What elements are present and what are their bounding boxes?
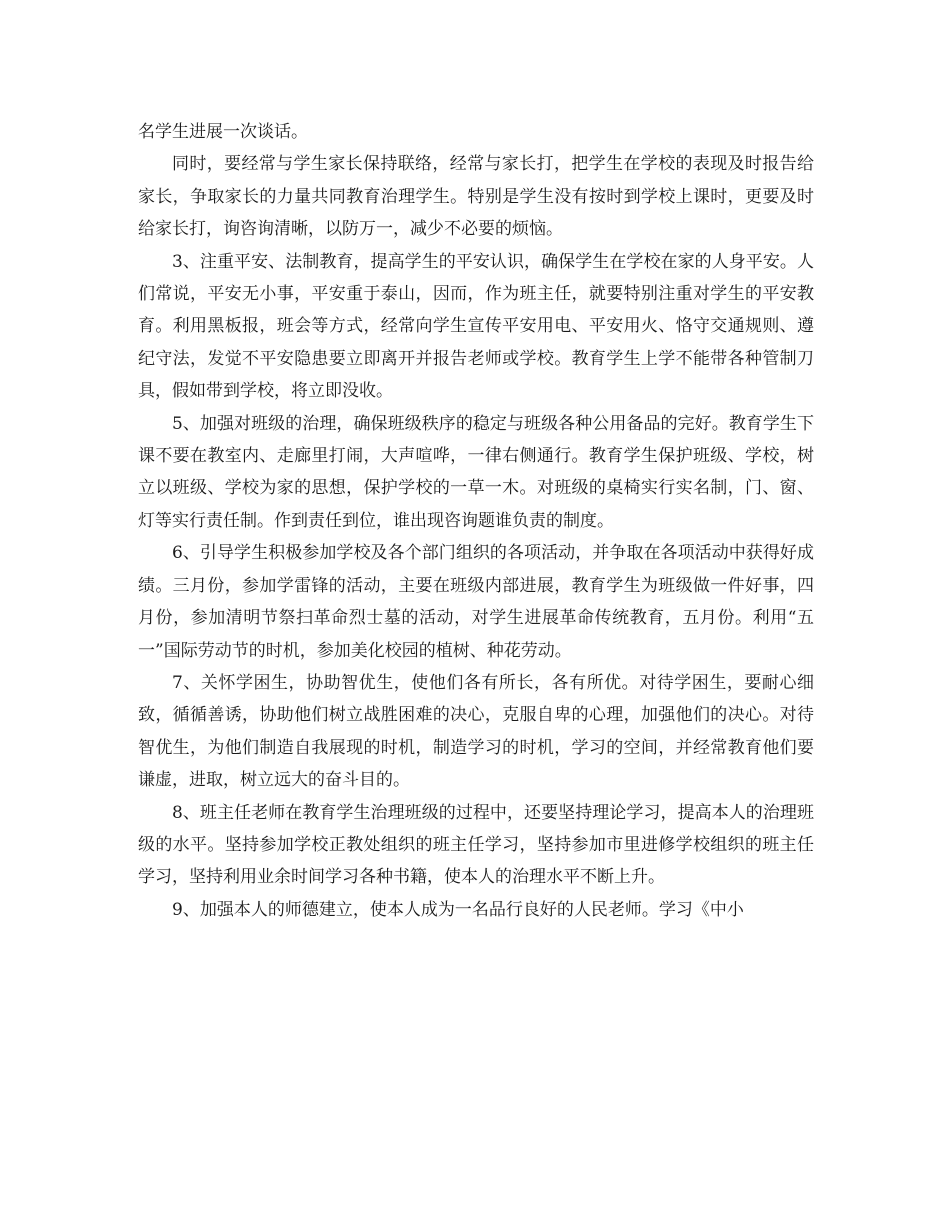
paragraph-item-5-class-management: 5、加强对班级的治理，确保班级秩序的稳定与班级各种公用备品的完好。教育学生下课不要在教室内、走廊里打闹，大声喧哗，一律右侧通行。教育学生保护班级、学校，树立以班级、学校为家的思想，保护学校的一草一木。对班级的桌椅实行实名制，门、窗、灯等实行责任制。作到责任到位，谁出现咨询题谁负责的制度。 (138, 413, 814, 531)
paragraph-item-7-students-care: 7、关怀学困生，协助智优生，使他们各有所长，各有所优。对待学困生，要耐心细致，循循善诱，协助他们树立战胜困难的决心，克服自卑的心理，加强他们的决心。对待智优生，为他们制造自我展现的时机，制造学习的时机，学习的空间，并经常教育他们要谦虚，进取，树立远大的奋斗目的。 (138, 672, 814, 791)
paragraph-item-3-safety: 3、注重平安、法制教育，提高学生的平安认识，确保学生在学校在家的人身平安。人们常说，平安无小事，平安重于泰山，因而，作为班主任，就要特别注重对学生的平安教育。利用黑板报，班会等方式，经常向学生宣传平安用电、平安用火、恪守交通规则、遵纪守法，发觉不平安隐患要立即离开并报告老师或学校。教育学生上学不能带各种管制刀具，假如带到学校，将立即没收。 (138, 251, 814, 402)
paragraph-item-9-ethics: 9、加强本人的师德建立，使本人成为一名品行良好的人民老师。学习《中小 (172, 899, 744, 920)
paragraph-continuation: 名学生进展一次谈话。 (138, 122, 308, 142)
paragraph-item-6-activities: 6、引导学生积极参加学校及各个部门组织的各项活动，并争取在各项活动中获得好成绩。三月份，参加学雷锋的活动，主要在班级内部进展，教育学生为班级做一件好事，四月份，参加清明节祭扫革命烈士墓的活动，对学生进展革命传统教育，五月份。利用“五一”国际劳动节的时机，参加美化校园的植树、种花劳动。 (138, 543, 814, 661)
document-body (138, 116, 814, 926)
paragraph-item-8-teacher-study: 8、班主任老师在教育学生治理班级的过程中，还要坚持理论学习，提高本人的治理班级的水平。坚持参加学校正教处组织的班主任学习，坚持参加市里进修学校组织的班主任学习，坚持利用业余时间学习各种书籍，使本人的治理水平不断上升。 (138, 802, 814, 888)
paragraph-parent-contact: 同时，要经常与学生家长保持联络，经常与家长打，把学生在学校的表现及时报告给家长，争取家长的力量共同教育治理学生。特别是学生没有按时到学校上课时，更要及时给家长打，询咨询清晰，以防万一，减少不必要的烦恼。 (138, 154, 814, 240)
